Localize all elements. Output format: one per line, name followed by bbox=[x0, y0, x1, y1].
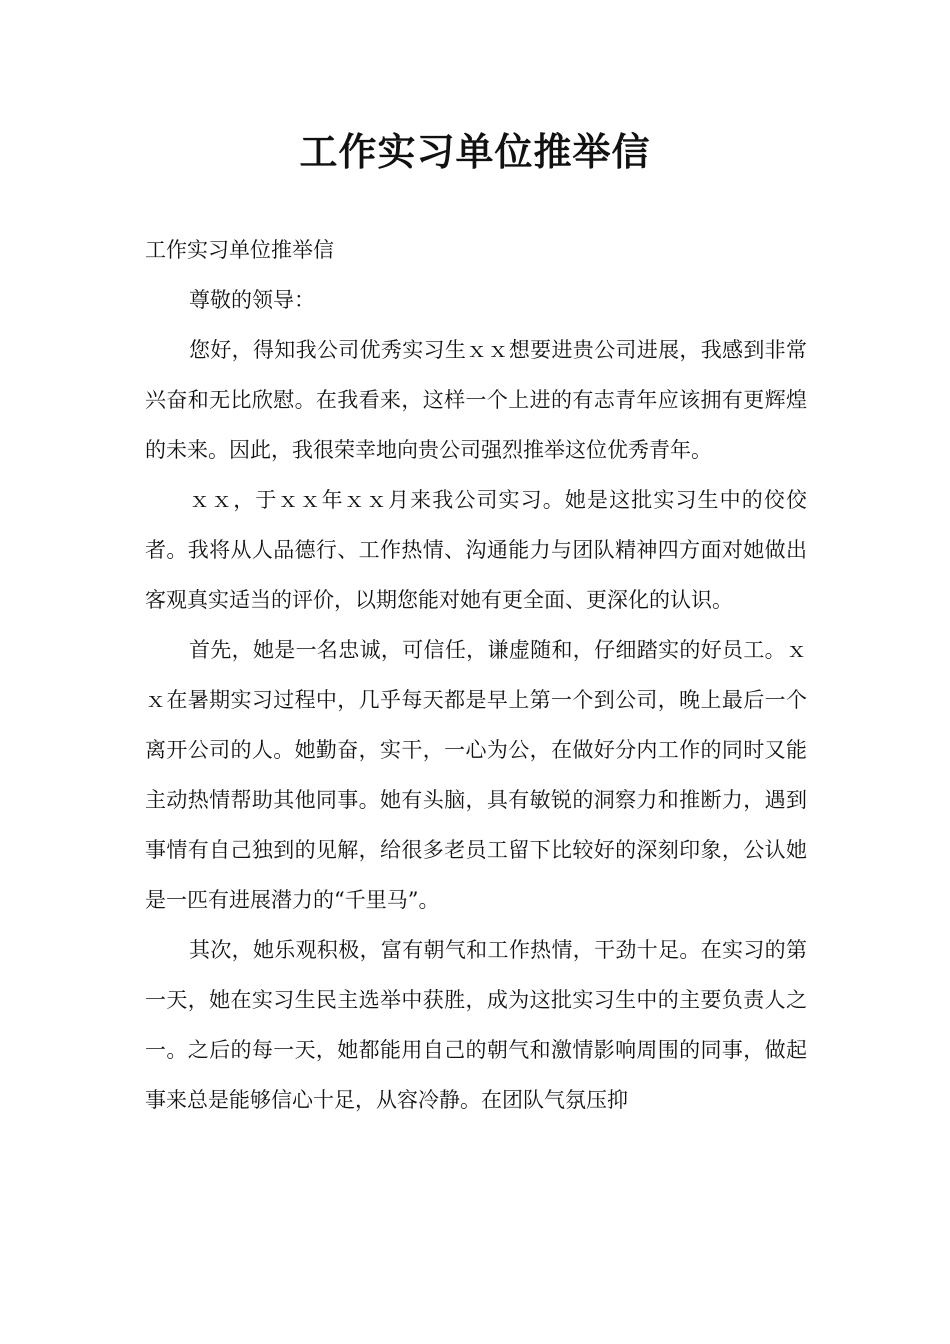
paragraph-character: 首先，她是一名忠诚，可信任，谦虚随和，仔细踏实的好员工。ｘｘ在暑期实习过程中，几乎每天都是早上第一个到公司，晚上最后一个离开公司的人。她勤奋，实干，一心为公，在做好分内工作的同时又能主动热情帮助其他同事。她有头脑，具有敏锐的洞察力和推断力，遇到事情有自己独到的见解，给很多老员工留下比较好的深刻印象，公认她是一匹有进展潜力的“千里马”。 bbox=[145, 638, 807, 912]
greeting: 尊敬的领导： bbox=[189, 288, 315, 312]
document-subtitle: 工作实习单位推举信 bbox=[145, 238, 334, 262]
paragraph-enthusiasm: 其次，她乐观积极，富有朝气和工作热情，干劲十足。在实习的第一天，她在实习生民主选举中获胜，成为这批实习生中的主要负责人之一。之后的每一天，她都能用自己的朝气和激情影响周围的同事，做起事来总是能够信心十足，从容冷静。在团队气氛压抑 bbox=[145, 938, 807, 1112]
document-title: 工作实习单位推举信 bbox=[299, 130, 651, 174]
paragraph-intro: 您好，得知我公司优秀实习生ｘｘ想要进贵公司进展，我感到非常兴奋和无比欣慰。在我看来，这样一个上进的有志青年应该拥有更辉煌的未来。因此，我很荣幸地向贵公司强烈推举这位优秀青年。 bbox=[145, 338, 807, 462]
paragraph-overview: ｘｘ，于ｘｘ年ｘｘ月来我公司实习。她是这批实习生中的佼佼者。我将从人品德行、工作热情、沟通能力与团队精神四方面对她做出客观真实适当的评价，以期您能对她有更全面、更深化的认识。 bbox=[145, 488, 807, 612]
document-body bbox=[145, 225, 807, 1125]
